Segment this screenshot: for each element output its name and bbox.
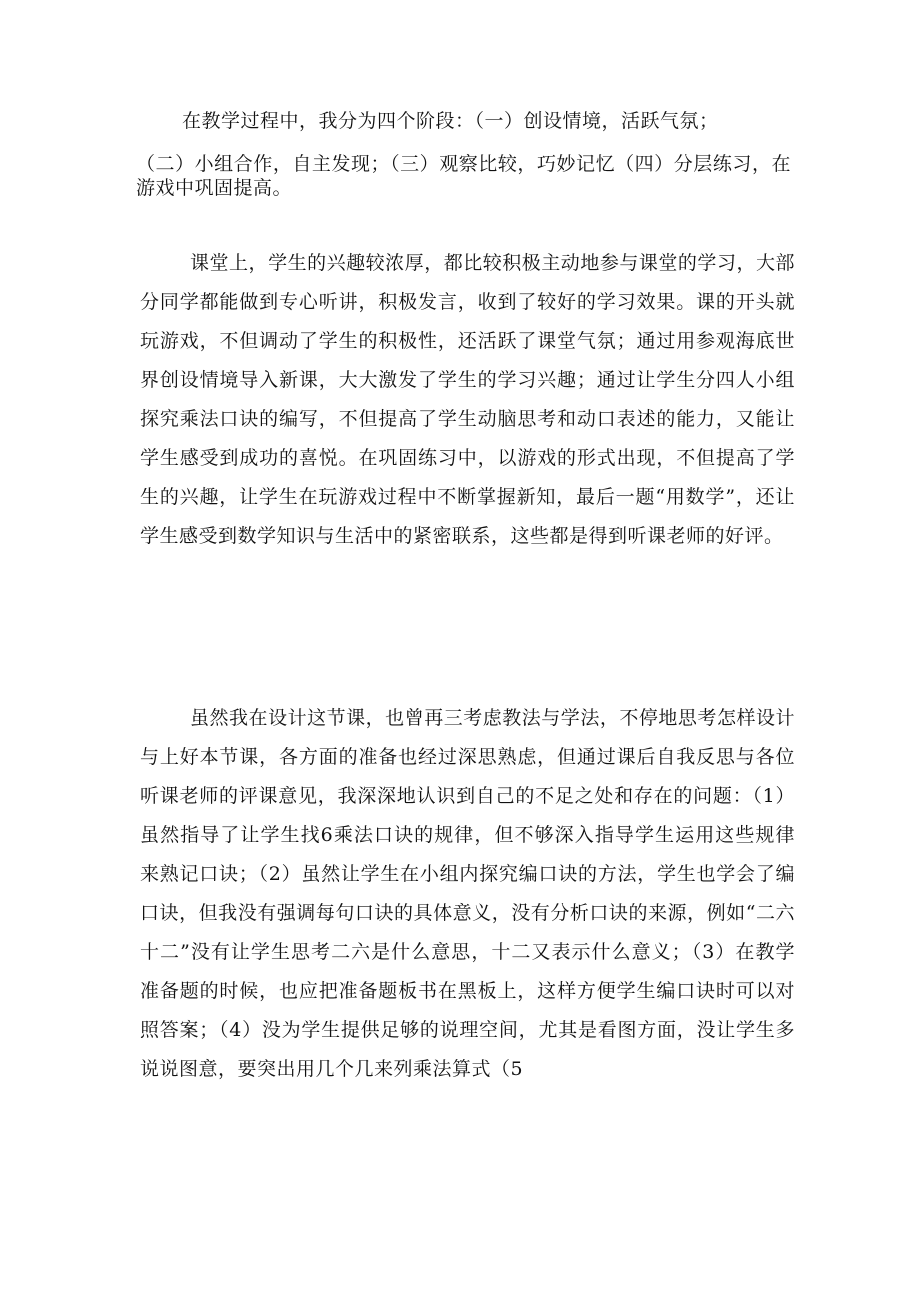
paragraph-classroom-effect: 课堂上，学生的兴趣较浓厚，都比较积极主动地参与课堂的学习，大部分同学都能做到专心听讲，积极发言，收到了较好的学习效果。课的开头就玩游戏，不但调动了学生的积极性，还活跃了课堂气氛；通过用参观海底世界创设情境导入新课，大大激发了学生的学习兴趣；通过让学生分四人小组探究乘法口诀的编写，不但提高了学生动脑思考和动口表述的能力，又能让学生感受到成功的喜悦。在巩固练习中，以游戏的形式出现，不但提高了学生的兴趣，让学生在玩游戏过程中不断掌握新知，最后一题“用数学”，还让学生感受到数学知识与生活中的紧密联系，这些都是得到听课老师的好评。: [140, 252, 795, 547]
paragraph-stages-list: （二）小组合作，自主发现；（三）观察比较，巧妙记忆（四）分层练习，在游戏中巩固提高。: [136, 153, 791, 199]
paragraph-stages-intro: 在教学过程中，我分为四个阶段：（一）创设情境，活跃气氛；: [182, 110, 719, 132]
paragraph-reflection-problems: 虽然我在设计这节课，也曾再三考虑教法与学法，不停地思考怎样设计与上好本节课，各方面的准备也经过深思熟虑，但通过课后自我反思与各位听课老师的评课意见，我深深地认识到自己的不足之处和存在的问题：（1）虽然指导了让学生找6乘法口诀的规律，但不够深入指导学生运用这些规律来熟记口诀；（2）虽然让学生在小组内探究编口诀的方法，学生也学会了编口诀，但我没有强调每句口诀的具体意义，没有分析口诀的来源，例如“二六十二”没有让学生思考二六是什么意思，十二又表示什么意义；（3）在教学准备题的时候，也应把准备题板书在黑板上，这样方便学生编口诀时可以对照答案；（4）没为学生提供足够的说理空间，尤其是看图方面，没让学生多说说图意，要突出用几个几来列乘法算式（5: [140, 707, 795, 1080]
